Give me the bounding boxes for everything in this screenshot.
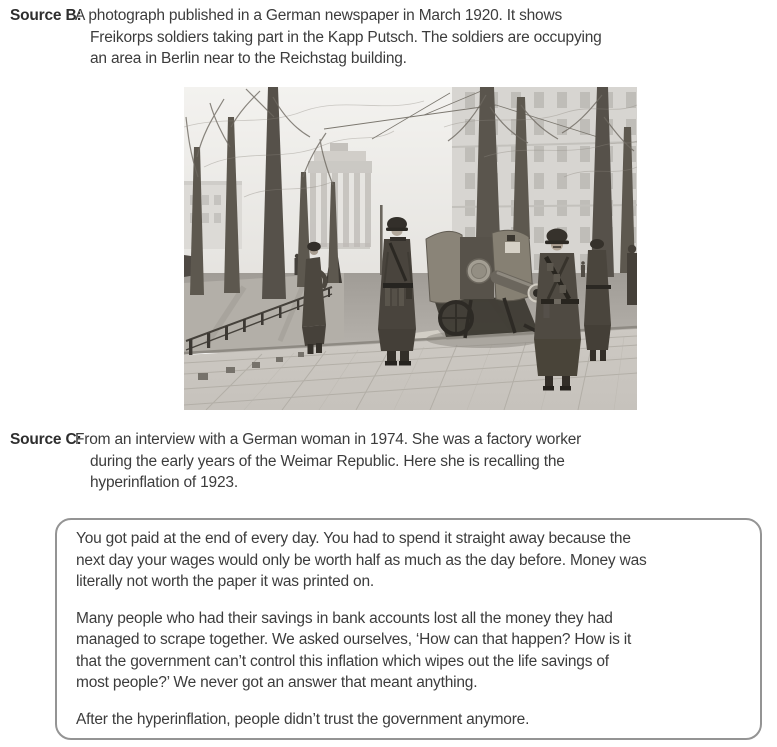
quote-paragraph [76, 709, 744, 731]
quote-paragraph [76, 528, 744, 593]
source-b-label: Source B: [10, 7, 82, 24]
quote-line: managed to scrape together. We asked ourselves, ‘How can that happen? How is it [76, 631, 632, 648]
source-c-text-line: during the early years of the Weimar Republic. Here she is recalling the [90, 452, 565, 470]
source-b-caption [10, 5, 710, 70]
source-c-text-line: hyperinflation of 1923. [90, 474, 238, 491]
source-c-text [75, 429, 581, 494]
source-c-label: Source C: [10, 431, 82, 448]
quote-line: Many people who had their savings in bank accounts lost all the money they had [76, 609, 613, 627]
source-b-text-line: an area in Berlin near to the Reichstag building. [90, 50, 407, 67]
source-c-quote-box [55, 518, 762, 740]
quote-line: most people?’ We never got an answer that meant anything. [76, 674, 478, 691]
quote-line: You got paid at the end of every day. You had to spend it straight away because the [76, 530, 631, 547]
source-b-text-line: A photograph published in a German newspaper in March 1920. It shows [75, 7, 563, 24]
source-b-text [75, 5, 602, 70]
quote-line: that the government can’t control this inflation which wipes out the life savings of [76, 652, 609, 670]
source-c-caption [10, 429, 710, 494]
source-c-text-line: From an interview with a German woman in 1974. She was a factory worker [75, 431, 582, 448]
source-b-text-line: Freikorps soldiers taking part in the Kapp Putsch. The soldiers are occupying [90, 28, 602, 46]
brandenburg-gate [308, 143, 372, 249]
quote-line: next day your wages would only be worth half as much as the day before. Money was [76, 551, 647, 569]
quote-line: After the hyperinflation, people didn’t trust the government anymore. [76, 710, 530, 728]
source-b-photograph [184, 87, 637, 410]
quote-line: literally not worth the paper it was printed on. [76, 573, 374, 590]
quote-paragraph [76, 608, 744, 694]
